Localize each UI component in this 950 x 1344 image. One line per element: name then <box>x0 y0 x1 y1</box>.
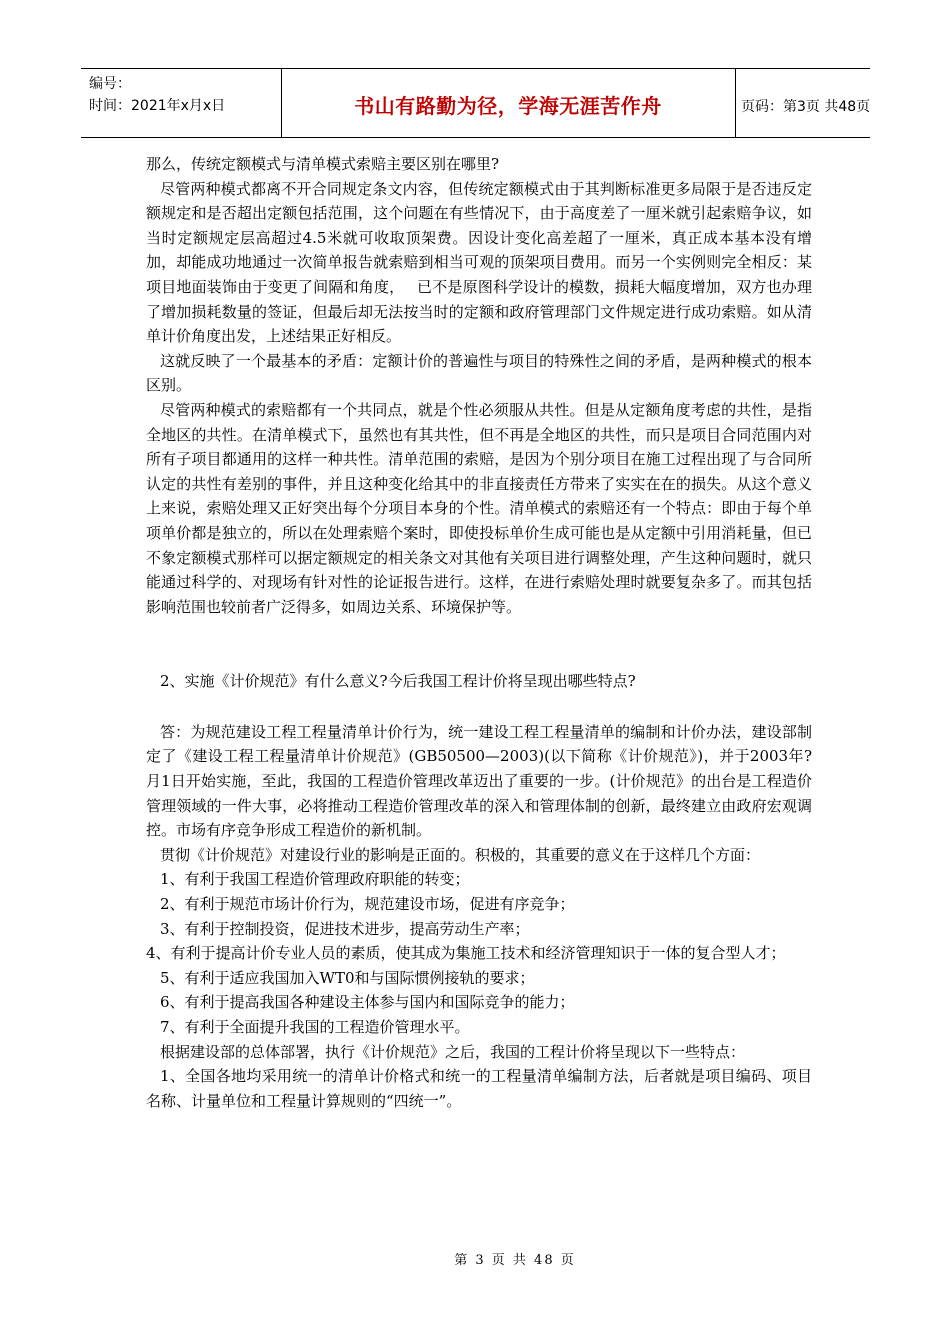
question-heading: 2、实施《计价规范》有什么意义?今后我国工程计价将呈现出哪些特点? <box>160 672 636 691</box>
paragraph: 这就反映了一个最基本的矛盾：定额计价的普遍性与项目的特殊性之间的矛盾，是两种模式的根本区别。 <box>146 351 812 395</box>
spacer <box>146 694 812 720</box>
list-item: 3、有利于控制投资，促进技术进步，提高劳动生产率； <box>160 919 530 938</box>
paragraph: 尽管两种模式都离不开合同规定条文内容，但传统定额模式由于其判断标准更多局限于是否违反定额规定和是否超出定额包括范围，这个问题在有些情况下，由于高度差了一厘米就引起索赔争议，如当时定额规定层高超过4.5米就可收取顶架费。因设计变化高差超了一厘米，真正成本基本没有增加，却能成功地通过一次简单报告就索赔到相当可观的顶架项目费用。而另一个实例则完全相反：某项目地面装饰由于变更了间隔和角度， 已不是原图科学设计的模数，损耗大幅度增加，双方也办理了增加损耗数量的签证，但最后却无法按当时的定额和政府管理部门文件规定进行成功索赔。如从清单计价角度出发，上述结果正好相反。 <box>146 179 812 346</box>
header-page-info: 页码：第3页 共48页 <box>741 99 871 115</box>
list-item: 1、有利于我国工程造价管理政府职能的转变； <box>160 870 470 889</box>
page-footer: 第 3 页 共 48 页 <box>454 1253 576 1268</box>
header-motto: 书山有路勤为径，学海无涯苦作舟 <box>354 94 662 118</box>
document-number-label: 编号： <box>89 76 131 92</box>
paragraph: 根据建设部的总体部署，执行《计价规范》之后，我国的工程计价将呈现以下一些特点： <box>160 1042 746 1061</box>
paragraph: 1、全国各地均采用统一的清单计价格式和统一的工程量清单编制方法，后者就是项目编码、项目名称、计量单位和工程量计算规则的“四统一”。 <box>146 1067 812 1110</box>
list-item: 4、有利于提高计价专业人员的素质，使其成为集施工技术和经济管理知识于一体的复合型人才； <box>146 944 786 963</box>
spacer <box>146 619 812 669</box>
list-item: 7、有利于全面提升我国的工程造价管理水平。 <box>160 1018 470 1036</box>
header-left-cell <box>81 69 282 137</box>
paragraph: 那么，传统定额模式与清单模式索赔主要区别在哪里? <box>146 155 500 173</box>
header-middle-cell <box>281 69 736 137</box>
answer-paragraph: 答：为规范建设工程工程量清单计价行为，统一建设工程工程量清单的编制和计价办法，建设部制定了《建设工程工程量清单计价规范》(GB50500—2003)(以下简称《计价规范》)，并于2003年?月1日开始实施，至此，我国的工程造价管理改革迈出了重要的一步。(计价规范》的出台是工程造价管理领域的一件大事，必将推动工程造价管理改革的深入和管理体制的创新，最终建立由政府宏观调控。市场有序竞争形成工程造价的新机制。 <box>146 722 812 840</box>
header-right-cell <box>735 69 870 137</box>
list-item: 5、有利于适应我国加入WT0和与国际惯例接轨的要求； <box>160 968 535 987</box>
list-item: 6、有利于提高我国各种建设主体参与国内和国际竞争的能力； <box>160 993 575 1012</box>
document-body <box>146 152 812 1113</box>
paragraph: 尽管两种模式的索赔都有一个共同点，就是个性必须服从共性。但是从定额角度考虑的共性，是指全地区的共性。在清单模式下，虽然也有其共性，但不再是全地区的共性，而只是项目合同范围内对所有子项目都通用的这样一种共性。清单范围的索赔，是因为个别分项目在施工过程出现了与合同所认定的共性有差别的事件，并且这种变化给其中的非直接责任方带来了实实在在的损失。从这个意义上来说，索赔处理又正好突出每个分项目本身的个性。清单模式的索赔还有一个特点：即由于每个单项单价都是独立的，所以在处理索赔个案时，即使投标单价生成可能也是从定额中引用消耗量，但已不象定额模式那样可以据定额规定的相关条文对其他有关项目进行调整处理，产生这种问题时，就只能通过科学的、对现场有针对性的论证报告进行。这样，在进行索赔处理时就要复杂多了。而其包括影响范围也较前者广泛得多，如周边关系、环境保护等。 <box>146 400 812 616</box>
list-item: 2、有利于规范市场计价行为，规范建设市场，促进有序竞争； <box>160 895 575 914</box>
page-header <box>81 68 870 138</box>
document-date: 时间：2021年x月x日 <box>89 98 226 114</box>
paragraph: 贯彻《计价规范》对建设行业的影响是正面的。积极的，其重要的意义在于这样几个方面： <box>160 845 761 864</box>
